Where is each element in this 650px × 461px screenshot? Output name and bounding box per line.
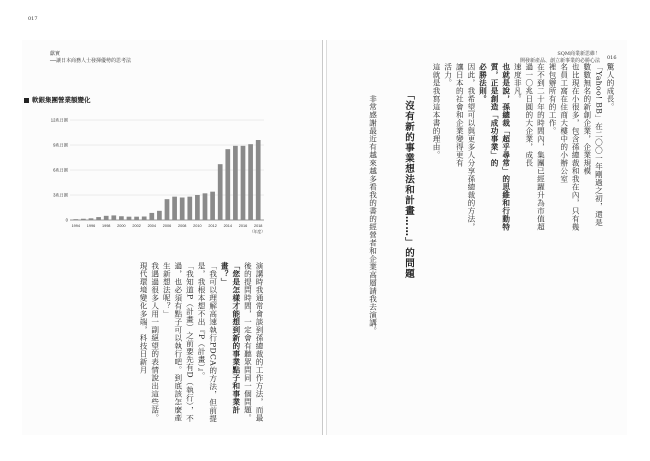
bar-2000 [119, 216, 124, 220]
y-tick-label: 12兆日圓 [50, 117, 68, 123]
x-tick-label: 1996 [86, 224, 96, 228]
bar-2004 [149, 213, 154, 220]
bar-2002 [134, 217, 139, 220]
left-header-title: 獻實 [50, 51, 61, 57]
right-paragraph-line: 在不到二十年的時間內，集團已經躍升為市值超過一〇兆日圓的大企業，成長 [524, 63, 546, 231]
x-tick-label: 1994 [71, 224, 81, 228]
y-tick-label: 9兆日圓 [53, 142, 68, 148]
bar-2009 [187, 197, 192, 220]
bar-1998 [104, 216, 109, 220]
right-paragraph-line: 必勝法則。 [478, 63, 488, 103]
bar-2016 [241, 146, 246, 220]
bar-2014 [225, 149, 230, 220]
right-paragraph-line: 也就是說，孫總裁「超乎尋常」的思維和行動特質，正是創造「成功事業」的 [490, 63, 511, 231]
right-header-subtitle: 開發新產品、創立新事業的必勝心法 [520, 57, 601, 64]
chart-title-text: 軟銀集團營業額變化 [32, 96, 91, 104]
left-header-subtitle: ──讓日本商務人士發揮優勢的思考法 [50, 57, 132, 64]
bar-2006 [165, 199, 170, 220]
right-page-number: 016 [607, 55, 617, 61]
bar-1994 [73, 219, 78, 220]
left-header [50, 51, 131, 64]
x-axis-label: （年度） [249, 230, 265, 234]
bar-2015 [233, 146, 238, 220]
bar-2005 [157, 211, 162, 220]
square-bullet-icon [24, 98, 29, 103]
x-tick-label: 2016 [238, 224, 248, 228]
section-heading: 「沒有新的事業想法和計畫……」的問題 [403, 90, 414, 279]
bar-2012 [210, 192, 215, 220]
bar-2003 [142, 217, 147, 221]
right-paragraph-line: 這就是我寫這本書的理由。 [432, 63, 442, 159]
right-header-title: SQM商業新思維！ [557, 51, 600, 57]
x-tick-label: 2018 [253, 224, 263, 228]
right-paragraph-line: 也比現在小很多，包含孫總裁和我在內，只有幾名員工窩在住商大樓中的小辦公室 [559, 63, 581, 231]
x-tick-label: 2000 [117, 224, 126, 228]
bar-1997 [96, 217, 101, 220]
left-paragraph: 「我知道P（計畫）之前要先有D（執行），不過，也必須有點子可以執行吧。到底該怎麼產生新想法呢？」 [162, 262, 195, 423]
bar-2017 [248, 144, 253, 220]
bar-2010 [195, 195, 200, 220]
x-tick-label: 1998 [101, 224, 111, 228]
right-paragraph-line: 「Yahoo! BB」在二〇〇一年剛過之初，還是數數無名的新創企業，企業規模 [582, 63, 604, 227]
right-page-body [432, 63, 616, 233]
bar-2013 [218, 164, 223, 220]
x-tick-label: 2010 [193, 224, 202, 228]
left-page-body [45, 262, 265, 427]
x-tick-label: 2008 [177, 224, 187, 228]
right-paragraph-line: 驚人的成長。 [606, 63, 615, 111]
x-tick-label: 2006 [162, 224, 172, 228]
bar-1995 [81, 219, 86, 220]
x-tick-label: 2002 [132, 224, 141, 228]
x-tick-label: 2004 [147, 224, 157, 228]
left-paragraph: 「您是怎樣才能想到新的事業點子和事業計畫？」 [220, 262, 241, 414]
left-paragraph: 我遇過很多人用一副絕望的表情說出這些話。 [150, 262, 160, 422]
chart-title [24, 95, 91, 104]
bar-1996 [89, 218, 94, 220]
revenue-chart [46, 108, 276, 243]
bar-2008 [180, 198, 185, 221]
bar-1999 [111, 215, 116, 220]
bar-2007 [172, 197, 177, 220]
bar-2011 [203, 193, 208, 220]
right-paragraph-line: 活力。 [443, 63, 453, 87]
y-tick-label: 6兆日圓 [53, 167, 68, 173]
x-tick-label: 2012 [208, 224, 217, 228]
y-tick-label: 3兆日圓 [53, 192, 68, 198]
section-intro-line: 非常感謝最近有越來越多看我的書的經營者和企業高層請我去演講。 [368, 95, 378, 335]
bar-2018 [256, 140, 261, 220]
right-paragraph-line: 裡包辦所有的工作。 [548, 63, 558, 135]
bar-2001 [127, 217, 132, 220]
x-tick-label: 2014 [223, 224, 233, 228]
right-paragraph-line: 速度非凡。 [513, 63, 523, 103]
y-tick-label: 0 [65, 217, 68, 223]
left-paragraph: 演講時我通常會談到孫總裁的工作方法，而最後的提問時間，一定會有聽眾問同一個問題。 [243, 262, 264, 422]
right-paragraph-line: 因此，我希望可以與更多人分享孫總裁的方法，讓日本的社會和企業變得更有 [455, 63, 476, 231]
left-page-number: 017 [28, 16, 38, 22]
chart-bars [73, 140, 260, 220]
left-paragraph: 現代環境變化多端，科技日新月 [139, 262, 149, 374]
left-paragraph: 「我可以理解高速執行PDCA的方法，但前提是，我根本想不出『P（計畫）』。 [197, 262, 218, 423]
